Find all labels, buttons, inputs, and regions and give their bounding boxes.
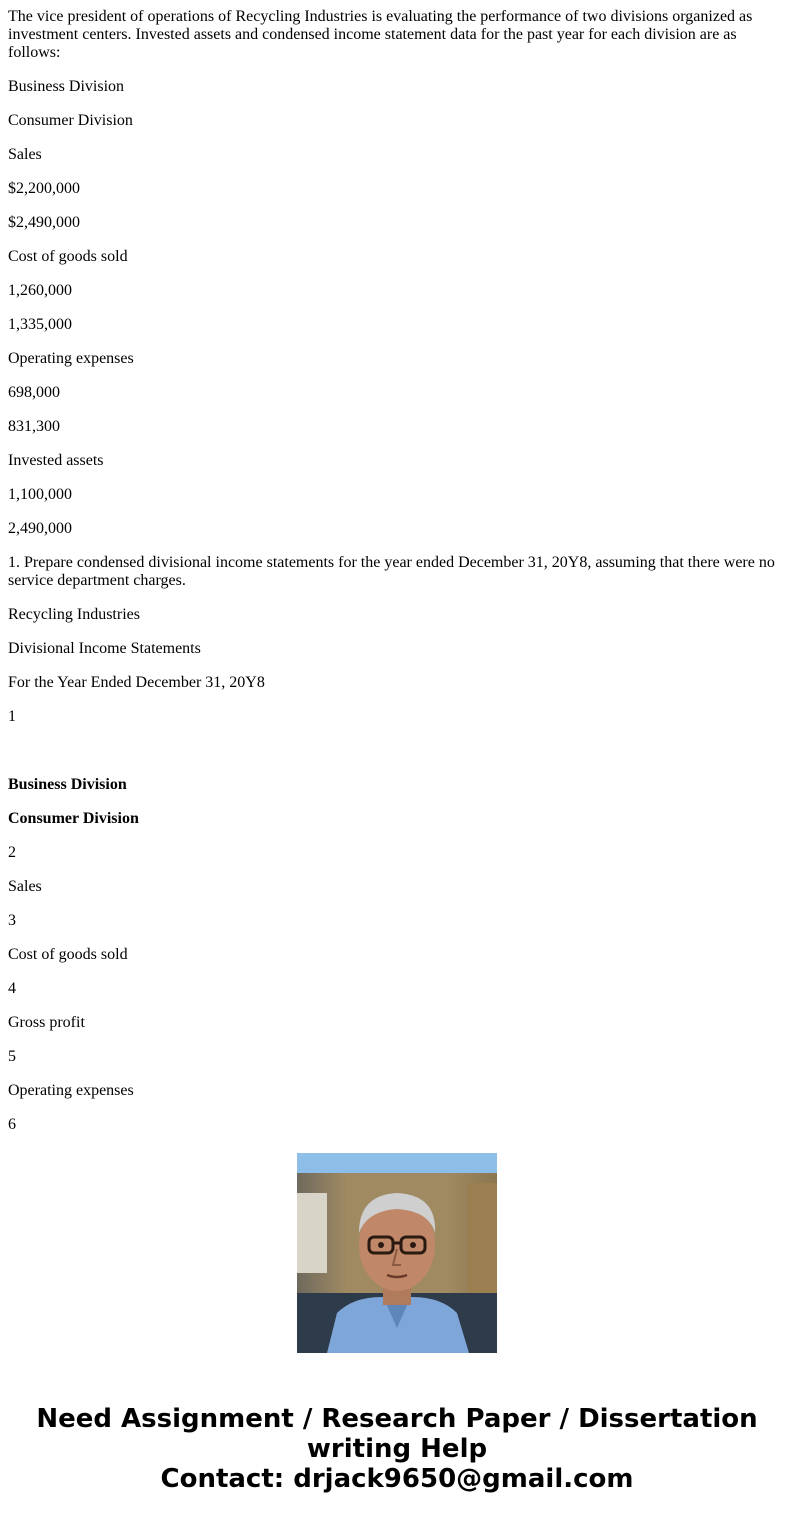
- document-paragraph: 1. Prepare condensed divisional income statements for the year ended December 31, 20Y8, assuming that there were no service department charges.: [8, 554, 775, 589]
- document-paragraph: Cost of goods sold: [8, 248, 128, 265]
- document-paragraph: Gross profit: [8, 1014, 85, 1031]
- document-paragraph: Sales: [8, 146, 42, 163]
- document-paragraph: Recycling Industries: [8, 606, 140, 623]
- document-paragraph: 2,490,000: [8, 520, 72, 537]
- promo-contact-email: Contact: drjack9650@gmail.com: [160, 1464, 634, 1494]
- document-paragraph: 1,260,000: [8, 282, 72, 299]
- promo-banner: [0, 1404, 794, 1494]
- document-paragraph: Cost of goods sold: [8, 946, 128, 963]
- presenter-avatar: [297, 1153, 497, 1353]
- document-paragraph: Sales: [8, 878, 42, 895]
- document-paragraph: $2,200,000: [8, 180, 80, 197]
- document-paragraph: 1,100,000: [8, 486, 72, 503]
- document-paragraph: Invested assets: [8, 452, 104, 469]
- document-paragraph: Operating expenses: [8, 350, 134, 367]
- document-paragraph: Business Division: [8, 776, 127, 793]
- presenter-portrait-icon: [297, 1153, 497, 1353]
- document-paragraph: Operating expenses: [8, 1082, 134, 1099]
- document-paragraph: 698,000: [8, 384, 60, 401]
- document-paragraph: 1,335,000: [8, 316, 72, 333]
- document-paragraph: The vice president of operations of Recycling Industries is evaluating the performance of two divisions organized as investment centers. Invested assets and condensed income statement data for the past year for each division are as follows:: [8, 8, 753, 61]
- document-paragraph: 1: [8, 708, 16, 725]
- document-paragraph: 2: [8, 844, 16, 861]
- document-paragraph: 5: [8, 1048, 16, 1065]
- document-paragraph: Divisional Income Statements: [8, 640, 201, 657]
- document-paragraph: Consumer Division: [8, 810, 139, 827]
- document-paragraph: Business Division: [8, 78, 125, 95]
- document-paragraph: Consumer Division: [8, 112, 133, 129]
- document-paragraph: $2,490,000: [8, 214, 80, 231]
- document-paragraph: 4: [8, 980, 16, 997]
- document-paragraph: For the Year Ended December 31, 20Y8: [8, 674, 265, 691]
- promo-line-1: Need Assignment / Research Paper / Dissertation: [36, 1404, 758, 1434]
- promo-line-2: writing Help: [306, 1434, 488, 1464]
- document-paragraph: 3: [8, 912, 16, 929]
- document-paragraph: 6: [8, 1116, 16, 1133]
- document-paragraph: [8, 742, 786, 760]
- document-paragraph: 831,300: [8, 418, 60, 435]
- document-body: [8, 8, 786, 1133]
